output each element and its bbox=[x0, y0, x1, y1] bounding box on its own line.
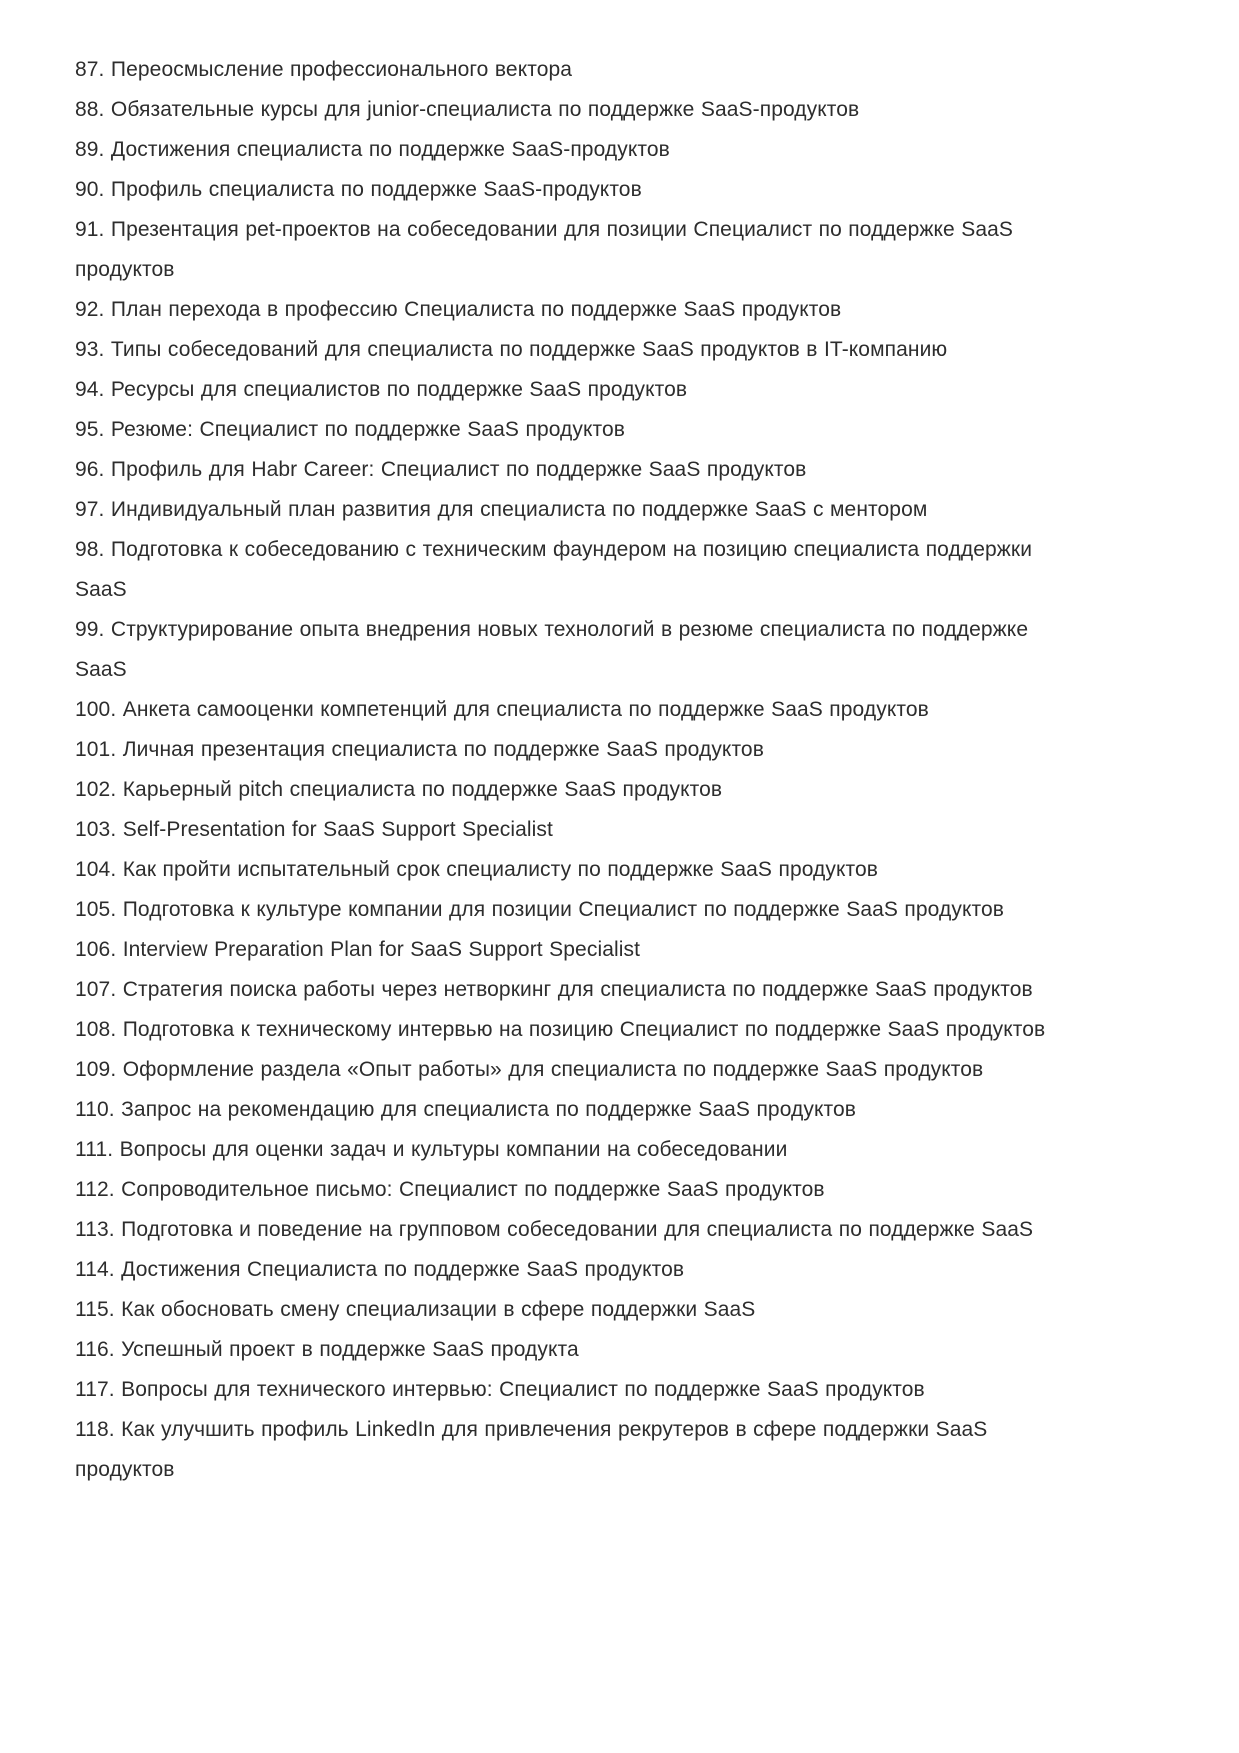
list-item: 92. План перехода в профессию Специалиста по поддержке SaaS продуктов bbox=[75, 298, 842, 321]
list-item: 115. Как обосновать смену специализации в сфере поддержки SaaS bbox=[75, 1298, 756, 1321]
list-item: 97. Индивидуальный план развития для специалиста по поддержке SaaS с ментором bbox=[75, 498, 928, 521]
list-item: 114. Достижения Специалиста по поддержке SaaS продуктов bbox=[75, 1258, 685, 1281]
list-item: 116. Успешный проект в поддержке SaaS продукта bbox=[75, 1338, 579, 1361]
list-item: 87. Переосмысление профессионального вектора bbox=[75, 58, 573, 81]
list-item: 99. Структурирование опыта внедрения новых технологий в резюме специалиста по поддержке SaaS bbox=[75, 618, 1029, 681]
list-item: 90. Профиль специалиста по поддержке SaaS-продуктов bbox=[75, 178, 642, 201]
list-item: 91. Презентация pet-проектов на собеседовании для позиции Специалист по поддержке SaaS продуктов bbox=[75, 218, 1014, 281]
list-item: 111. Вопросы для оценки задач и культуры компании на собеседовании bbox=[75, 1138, 788, 1161]
list-item: 100. Анкета самооценки компетенций для специалиста по поддержке SaaS продуктов bbox=[75, 698, 929, 721]
list-item: 113. Подготовка и поведение на групповом собеседовании для специалиста по поддержке SaaS bbox=[75, 1218, 1034, 1241]
list-item: 104. Как пройти испытательный срок специалисту по поддержке SaaS продуктов bbox=[75, 858, 879, 881]
list-item: 118. Как улучшить профиль LinkedIn для привлечения рекрутеров в сфере поддержки SaaS продуктов bbox=[75, 1418, 988, 1481]
list-item: 109. Оформление раздела «Опыт работы» для специалиста по поддержке SaaS продуктов bbox=[75, 1058, 984, 1081]
list-item: 103. Self-Presentation for SaaS Support Specialist bbox=[75, 818, 553, 841]
list-item: 96. Профиль для Habr Career: Специалист по поддержке SaaS продуктов bbox=[75, 458, 807, 481]
list-item: 105. Подготовка к культуре компании для позиции Специалист по поддержке SaaS продуктов bbox=[75, 898, 1004, 921]
list-item: 89. Достижения специалиста по поддержке SaaS-продуктов bbox=[75, 138, 670, 161]
list-item: 110. Запрос на рекомендацию для специалиста по поддержке SaaS продуктов bbox=[75, 1098, 857, 1121]
list-item: 102. Карьерный pitch специалиста по поддержке SaaS продуктов bbox=[75, 778, 723, 801]
list-item: 106. Interview Preparation Plan for SaaS Support Specialist bbox=[75, 938, 641, 961]
list-item: 117. Вопросы для технического интервью: Специалист по поддержке SaaS продуктов bbox=[75, 1378, 925, 1401]
list-item: 108. Подготовка к техническому интервью на позицию Специалист по поддержке SaaS продуктов bbox=[75, 1018, 1046, 1041]
list-item: 101. Личная презентация специалиста по поддержке SaaS продуктов bbox=[75, 738, 764, 761]
list-item: 95. Резюме: Специалист по поддержке SaaS продуктов bbox=[75, 418, 626, 441]
list-item: 93. Типы собеседований для специалиста по поддержке SaaS продуктов в IT-компанию bbox=[75, 338, 948, 361]
list-item: 98. Подготовка к собеседованию с техническим фаундером на позицию специалиста поддержки SaaS bbox=[75, 538, 1033, 601]
list-item: 112. Сопроводительное письмо: Специалист по поддержке SaaS продуктов bbox=[75, 1178, 825, 1201]
list-item: 94. Ресурсы для специалистов по поддержке SaaS продуктов bbox=[75, 378, 688, 401]
list-item: 107. Стратегия поиска работы через нетворкинг для специалиста по поддержке SaaS продуктов bbox=[75, 978, 1033, 1001]
numbered-list bbox=[75, 50, 1075, 1490]
list-item: 88. Обязательные курсы для junior-специалиста по поддержке SaaS-продуктов bbox=[75, 98, 860, 121]
